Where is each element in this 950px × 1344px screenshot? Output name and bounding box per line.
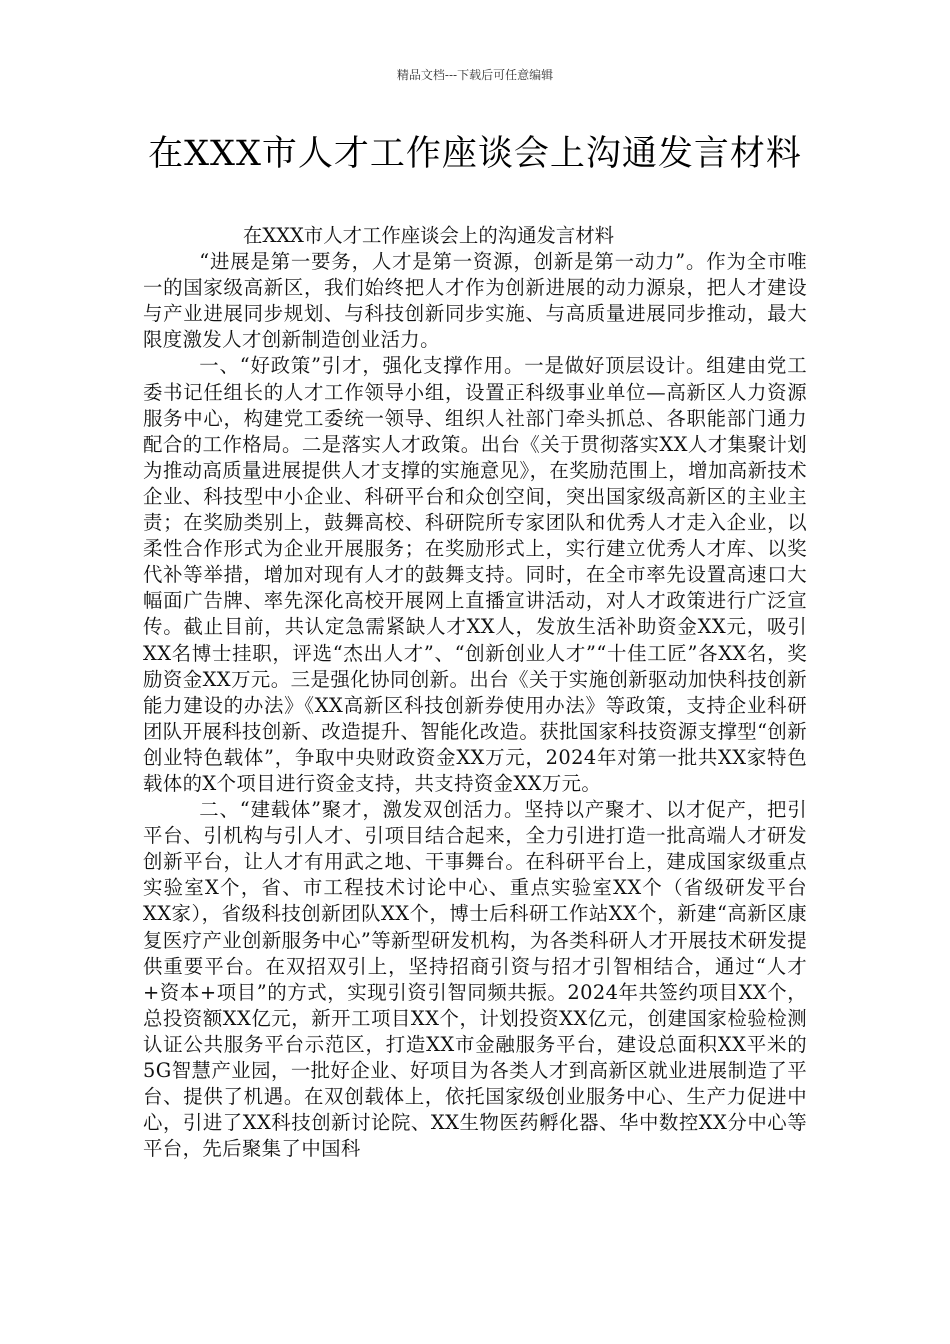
document-subtitle: 在XXX市人才工作座谈会上的沟通发言材料: [243, 224, 615, 247]
paragraph-intro: “进展是第一要务，人才是第一资源，创新是第一动力”。作为全市唯一的国家级高新区，我们始终把人才作为创新进展的动力源泉，把人才建设与产业进展同步规划、与科技创新同步实施、与高质量进展同步推动，最大限度激发人才创新制造创业活力。: [143, 250, 807, 352]
header-note: 精品文档---下载后可任意编辑: [396, 68, 554, 82]
document-title: 在XXX市人才工作座谈会上沟通发言材料: [148, 134, 802, 174]
paragraph-section-two: 二、“建载体”聚才，激发双创活力。坚持以产聚才、以才促产，把引平台、引机构与引人才、引项目结合起来，全力引进打造一批高端人才研发创新平台，让人才有用武之地、干事舞台。在科研平台上，建成国家级重点实验室X个，省、市工程技术讨论中心、重点实验室XX个（省级研发平台XX家），省级科技创新团队XX个，博士后科研工作站XX个，新建“高新区康复医疗产业创新服务中心”等新型研发机构，为各类科研人才开展技术研发提供重要平台。在双招双引上，坚持招商引资与招才引智相结合，通过“人才+资本+项目”的方式，实现引资引智同频共振。2024年共签约项目XX个，总投资额XX亿元，新开工项目XX个，计划投资XX亿元，创建国家检验检测认证公共服务平台示范区，打造XX市金融服务平台，建设总面积XX平米的5G智慧产业园，一批好企业、好项目为各类人才到高新区就业进展制造了平台、提供了机遇。在双创载体上，依托国家级创业服务中心、生产力促进中心，引进了XX科技创新讨论院、XX生物医药孵化器、华中数控XX分中心等平台，先后聚集了中国科: [143, 798, 807, 1161]
paragraph-section-one: 一、“好政策”引才，强化支撑作用。一是做好顶层设计。组建由党工委书记任组长的人才工作领导小组，设置正科级事业单位—高新区人力资源服务中心，构建党工委统一领导、组织人社部门牵头抓总、各职能部门通力配合的工作格局。二是落实人才政策。出台《关于贯彻落实XX人才集聚计划 为推动高质量进展提供人才支撑的实施意见》，在奖励范围上，增加高新技术企业、科技型中小企业、科研平台和众创空间，突出国家级高新区的主业主责；在奖励类别上，鼓舞高校、科研院所专家团队和优秀人才走入企业，以柔性合作形式为企业开展服务；在奖励形式上，实行建立优秀人才库、以奖代补等举措，增加对现有人才的鼓舞支持。同时，在全市率先设置高速口大幅面广告牌、率先深化高校开展网上直播宣讲活动，对人才政策进行广泛宣传。截止目前，共认定急需紧缺人才XX人，发放生活补助资金XX元，吸引XX名博士挂职，评选“杰出人才”、“创新创业人才”“十佳工匠”各XX名，奖励资金XX万元。三是强化协同创新。出台《关于实施创新驱动加快科技创新能力建设的办法》《XX高新区科技创新券使用办法》等政策，支持企业科研团队开展科技创新、改造提升、智能化改造。获批国家科技资源支撑型“创新创业特色载体”，争取中央财政资金XX万元，2024年对第一批共XX家特色载体的X个项目进行资金支持，共支持资金XX万元。: [143, 354, 807, 795]
document-body: [143, 223, 807, 1162]
